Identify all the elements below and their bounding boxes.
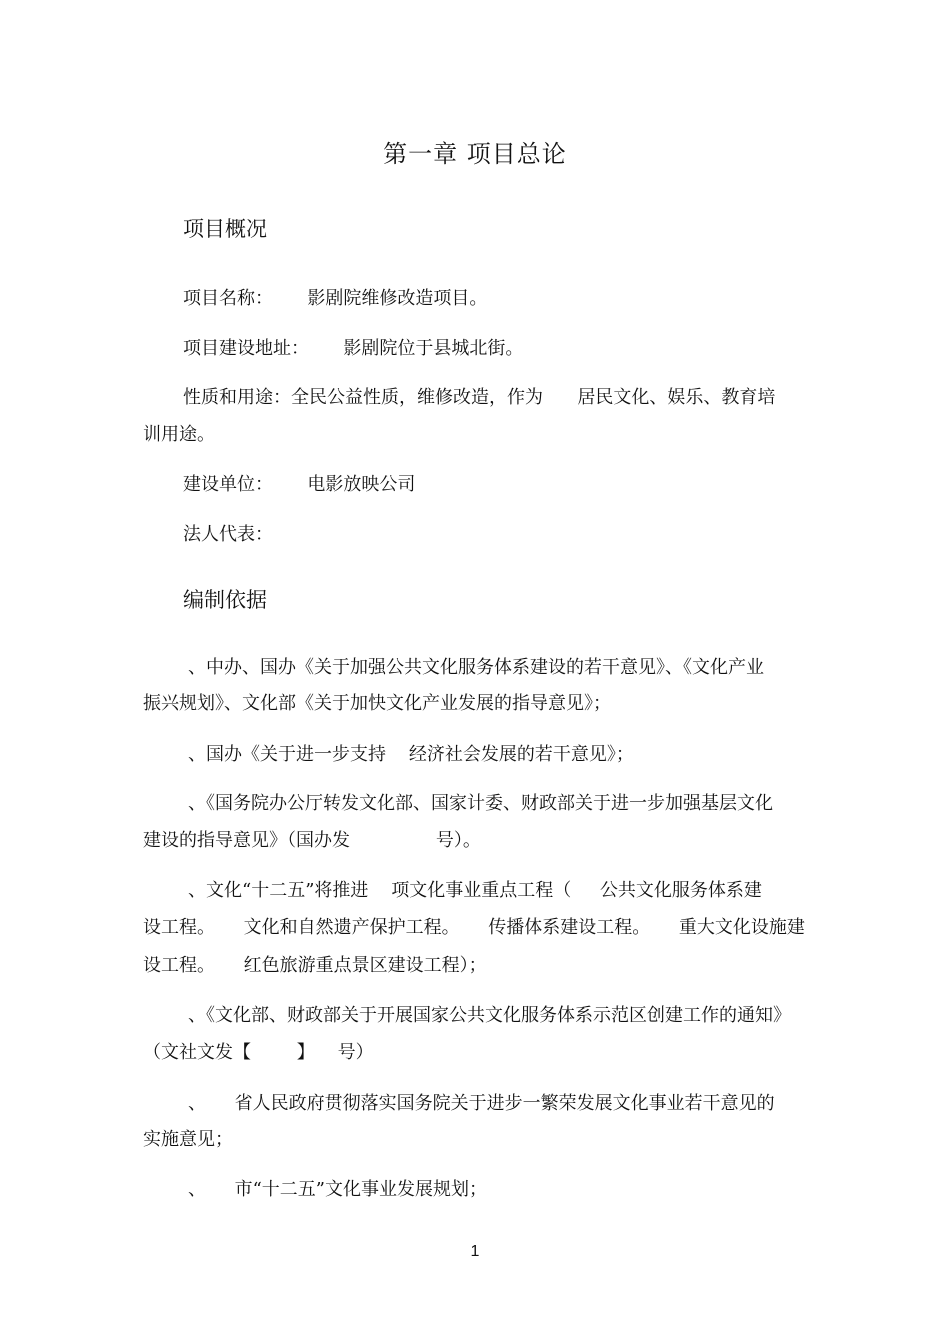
basis-item-1-continued: 振兴规划》、文化部《关于加快文化产业发展的指导意见》； <box>143 693 611 714</box>
section-heading-basis: 编制依据 <box>183 588 267 612</box>
basis-item-1: 、中办、国办《关于加强公共文化服务体系建设的若干意见》、《文化产业 <box>188 657 764 678</box>
basis-item-4-continued-2: 设工程。 红色旅游重点景区建设工程）； <box>143 955 487 976</box>
basis-item-5: 、《文化部、财政部关于开展国家公共文化服务体系示范区创建工作的通知》 <box>188 1005 791 1026</box>
builder-line: 建设单位： 电影放映公司 <box>183 474 416 495</box>
project-name-line: 项目名称： 影剧院维修改造项目。 <box>183 288 488 309</box>
chapter-title: 第一章 项目总论 <box>383 140 567 168</box>
basis-item-4: 、文化“十二五”将推进 项文化事业重点工程（ 公共文化服务体系建 <box>188 880 762 901</box>
basis-item-6-continued: 实施意见； <box>143 1129 233 1150</box>
basis-item-3: 、《国务院办公厅转发文化部、国家计委、财政部关于进一步加强基层文化 <box>188 793 773 814</box>
nature-purpose-line: 性质和用途：全民公益性质，维修改造，作为 居民文化、娱乐、教育培 <box>183 387 776 408</box>
basis-item-3-continued: 建设的指导意见》（国办发 号）。 <box>143 830 481 851</box>
basis-item-4-continued: 设工程。 文化和自然遗产保护工程。 传播体系建设工程。 重大文化设施建 <box>143 917 805 938</box>
basis-item-2: 、国办《关于进一步支持 经济社会发展的若干意见》； <box>188 744 634 765</box>
legal-representative-line: 法人代表： <box>183 524 273 545</box>
nature-purpose-line-continued: 训用途。 <box>143 424 215 445</box>
basis-item-5-continued: （文社文发【 】 号） <box>143 1042 374 1063</box>
basis-item-7: 、 市“十二五”文化事业发展规划； <box>188 1179 488 1200</box>
basis-item-6: 、 省人民政府贯彻落实国务院关于进步一繁荣发展文化事业若干意见的 <box>188 1093 775 1114</box>
page-number: 1 <box>470 1243 480 1260</box>
section-heading-overview: 项目概况 <box>183 217 267 241</box>
project-address-line: 项目建设地址： 影剧院位于县城北街。 <box>183 338 524 359</box>
